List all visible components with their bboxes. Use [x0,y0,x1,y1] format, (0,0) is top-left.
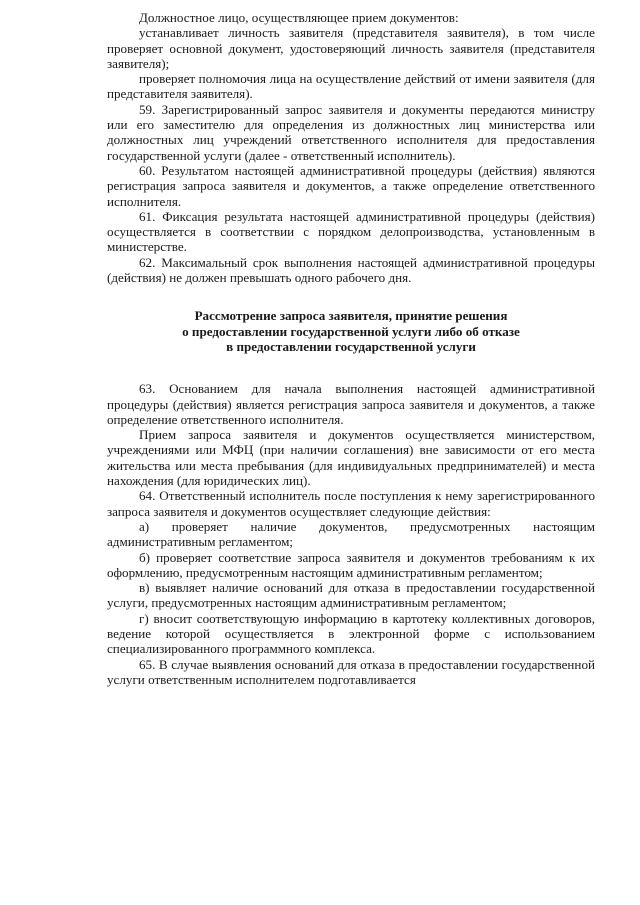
paragraph-identity-check: устанавливает личность заявителя (представителя заявителя), в том числе проверяет основной документ, удостоверяющий личность заявителя (представителя заявителя); [107,25,595,71]
paragraph-64-a: а) проверяет наличие документов, предусмотренных настоящим административным регламентом; [107,518,595,550]
paragraph-request-acceptance: Прием запроса заявителя и документов осуществляется министерством, учреждениями или МФЦ (при наличии соглашения) вне зависимости от его места жительства или места пребывания (для индивидуальных предпринимателей) и места нахождения (для юридических лиц). [107,427,595,489]
paragraph-61: 61. Фиксация результата настоящей административной процедуры (действия) осуществляется в соответствии с порядком делопроизводства, установленным в министерстве. [107,208,595,255]
section-heading [107,308,595,354]
paragraph-64-d: г) вносит соответствующую информацию в картотеку коллективных договоров, ведение которой осуществляется в электронной форме с использованием специализированного программного комплекса. [107,610,595,657]
paragraph-64-c: в) выявляет наличие оснований для отказа в предоставлении государственной услуги, предусмотренных настоящим административным регламентом; [107,580,595,611]
paragraph-64-b: б) проверяет соответствие запроса заявителя и документов требованиям к их оформлению, предусмотренным настоящим административным регламентом; [107,549,595,580]
paragraph-59: 59. Зарегистрированный запрос заявителя и документы передаются министру или его заместителю для определения из должностных лиц министерства или должностных лиц учреждений ответственного исполнителя для предоставления государственной услуги (далее - ответственный исполнитель). [107,101,595,163]
paragraph-authority-check: проверяет полномочия лица на осуществление действий от имени заявителя (для представителя заявителя). [107,71,595,102]
section-heading-line: в предоставлении государственной услуги [226,338,476,354]
paragraph-62: 62. Максимальный срок выполнения настоящей административной процедуры (действия) не должен превышать одного рабочего дня. [107,254,595,286]
paragraph-65: 65. В случае выявления оснований для отказа в предоставлении государственной услуги ответственным исполнителем подготавливается [107,656,595,687]
paragraph-officer-intro: Должностное лицо, осуществляющее прием документов: [139,10,459,25]
section-heading-line: о предоставлении государственной услуги либо об отказе [182,323,520,339]
section-heading-line: Рассмотрение запроса заявителя, принятие решения [194,308,508,324]
document-body [107,10,595,687]
paragraph-64: 64. Ответственный исполнитель после поступления к нему зарегистрированного запроса заявителя и документов осуществляет следующие действия: [107,488,595,519]
paragraph-63: 63. Основанием для начала выполнения настоящей административной процедуры (действия) является регистрация запроса заявителя и документов, а также определение ответственного исполнителя. [107,381,595,427]
paragraph-60: 60. Результатом настоящей административной процедуры (действия) являются регистрация запроса заявителя и документов, а также определение ответственного исполнителя. [107,162,595,209]
